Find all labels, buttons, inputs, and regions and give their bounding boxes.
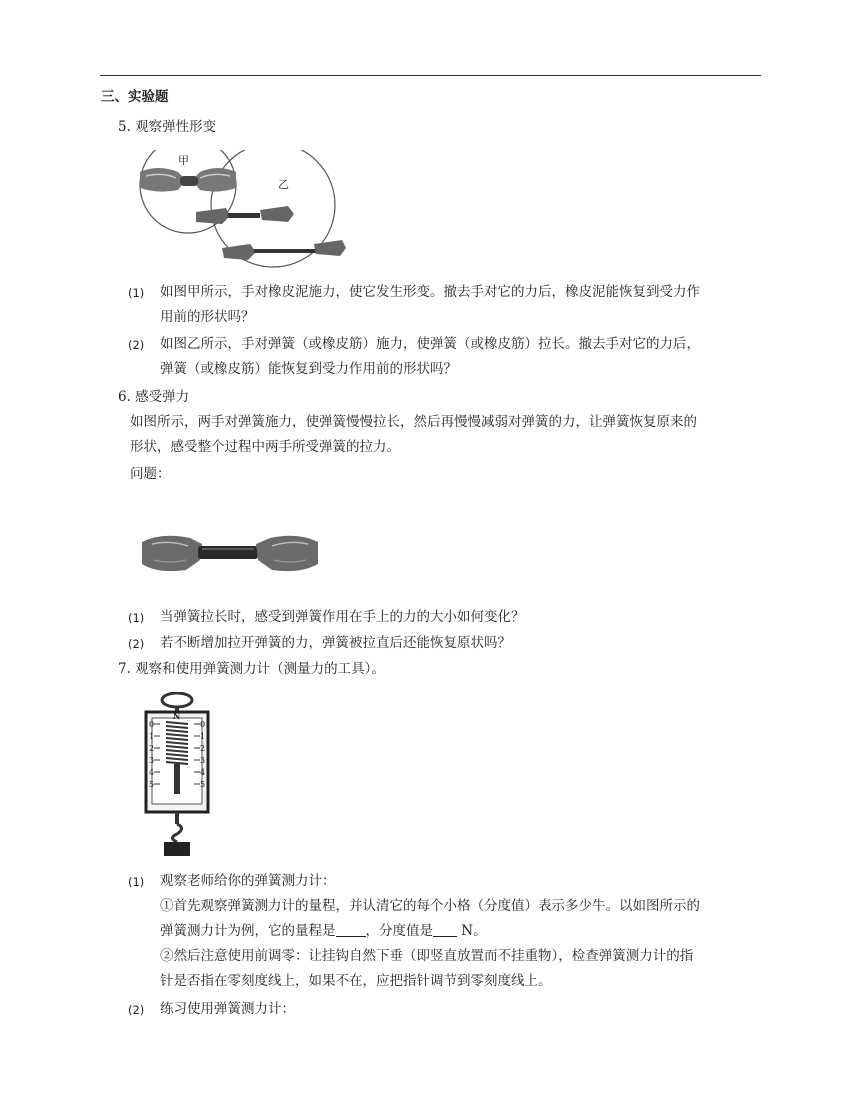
fig-label-yi: 乙 [278,178,289,191]
q5-sub1-line2: 用前的形状吗？ [160,309,255,325]
scale-tick-0-right: 0 [200,720,206,729]
q6-sub1-number: (1) [128,611,145,625]
q5-sub1-line1: 如图甲所示，手对橡皮泥施力，使它发生形变。撤去手对它的力后，橡皮泥能恢复到受力作 [160,284,700,300]
q7-step2-line1: ②然后注意使用前调零：让挂钩自然下垂（即竖直放置而不挂重物），检查弹簧测力计的指 [160,948,694,964]
q5-sub2-line1: 如图乙所示，手对弹簧（或橡皮筋）施力，使弹簧（或橡皮筋）拉长。撤去手对它的力后， [160,336,700,352]
q6-description-line1: 如图所示，两手对弹簧施力，使弹簧慢慢拉长，然后再慢慢减弱对弹簧的力，让弹簧恢复原来的 [130,414,697,430]
scale-tick-2-left: 2 [149,744,155,753]
q5-sub2-line2: 弹簧（或橡皮筋）能恢复到受力作用前的形状吗？ [160,361,457,377]
q5-sub1-number: (1) [128,286,145,300]
q5-sub2-number: (2) [128,338,145,352]
scale-unit-label: N [173,711,181,721]
range-answer-blank[interactable] [336,922,366,937]
q7-sub1-number: (1) [128,875,145,889]
scale-tick-1-left: 1 [149,732,155,741]
q6-sub1-text: 当弹簧拉长时，感受到弹簧作用在手上的力的大小如何变化？ [160,609,525,625]
q7-step1-line1: ①首先观察弹簧测力计的量程，并认清它的每个小格（分度值）表示多少牛。以如图所示的 [160,898,700,914]
q6-sub2-text: 若不断增加拉开弹簧的力，弹簧被拉直后还能恢复原状吗？ [160,635,511,651]
scale-tick-4-left: 4 [149,768,155,777]
q7-figure-spring-scale [132,692,222,857]
scale-tick-3-right: 3 [200,756,206,765]
section-title: 三、实验题 [101,89,169,105]
q7-step1-text-c: N。 [461,923,487,939]
q6-title: 6. 感受弹力 [118,389,190,405]
q6-question-label: 问题： [130,466,171,482]
q7-step1-line2 [160,922,487,940]
q6-figure-hands-stretching-spring [140,530,320,580]
q6-sub2-number: (2) [128,637,145,651]
scale-tick-1-right: 1 [200,732,206,741]
scale-tick-5-left: 5 [149,780,155,789]
scale-tick-4-right: 4 [200,768,206,777]
scale-tick-2-right: 2 [200,744,206,753]
scale-tick-0-left: 0 [149,720,155,729]
fig-label-jia: 甲 [178,154,189,167]
q7-step1-text-a: 弹簧测力计为例，它的量程是 [160,923,336,939]
q7-sub2-number: (2) [128,1003,145,1017]
top-divider [100,75,761,76]
q6-description-line2: 形状，感受整个过程中两手所受弹簧的拉力。 [130,439,400,455]
q7-title: 7. 观察和使用弹簧测力计（测量力的工具）。 [118,661,385,677]
q7-step1-text-b: ，分度值是 [365,923,433,939]
q7-sub2-text: 练习使用弹簧测力计： [160,1001,295,1017]
scale-tick-5-right: 5 [200,780,206,789]
q5-title: 5. 观察弹性形变 [118,119,217,135]
division-answer-blank[interactable] [433,922,457,937]
q7-sub1-text: 观察老师给你的弹簧测力计： [160,873,336,889]
scale-tick-3-left: 3 [149,756,155,765]
q5-figure-elastic-deformation [138,150,348,268]
q7-step2-line2: 针是否指在零刻度线上，如果不在，应把指针调节到零刻度线上。 [160,973,552,989]
